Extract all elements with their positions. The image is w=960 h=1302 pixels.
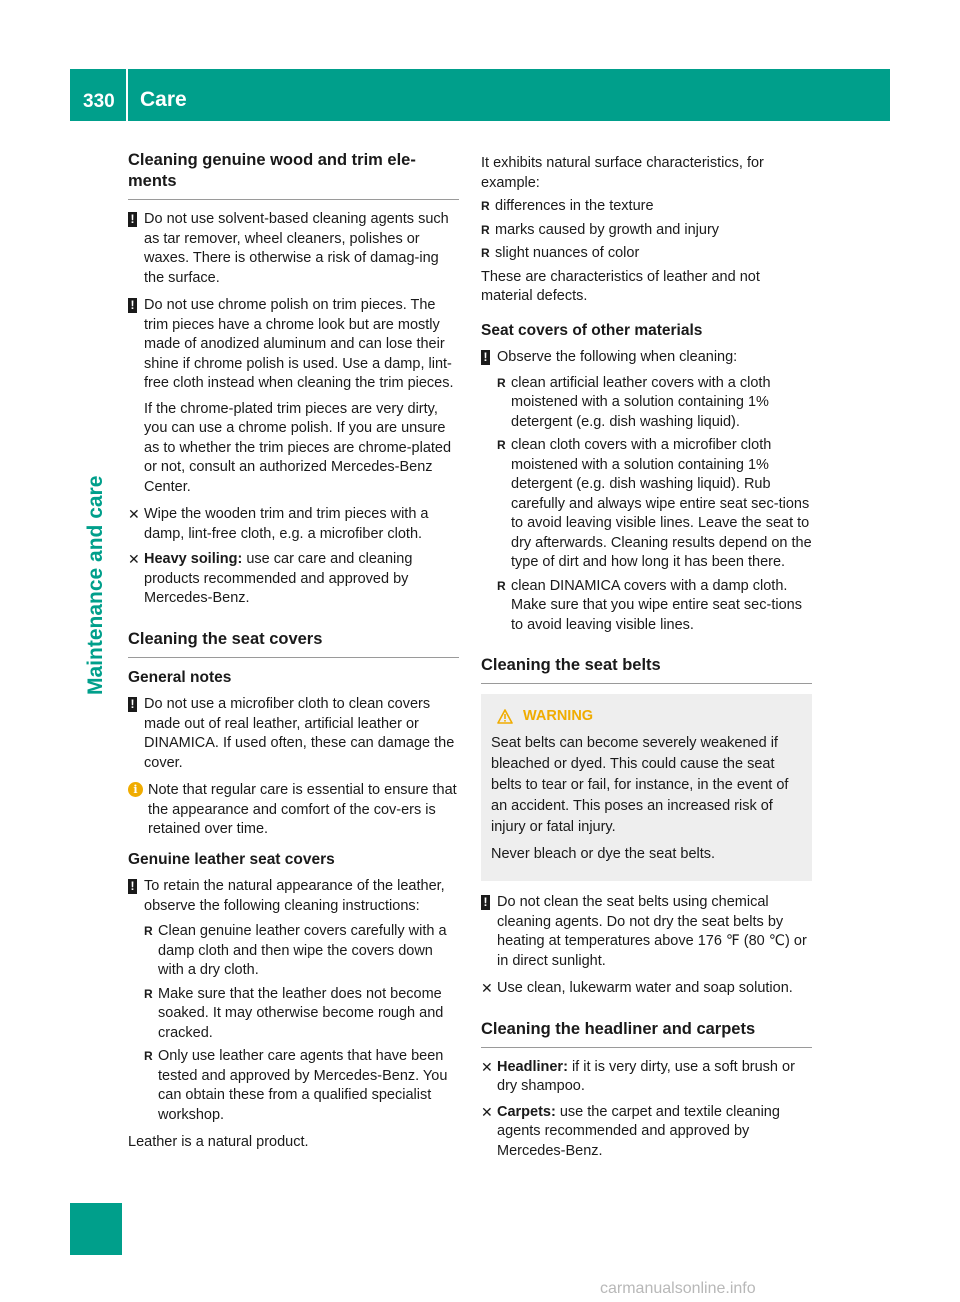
list-item: R Only use leather care agents that have been tested and approved by Mercedes-Benz. You can obtain these from a qualified specialist workshop. xyxy=(144,1048,448,1123)
step-arrow-icon: ✕ xyxy=(128,506,140,522)
list-item: R marks caused by growth and injury xyxy=(481,221,720,238)
general-notes-heading: General notes xyxy=(128,668,232,686)
list-item: R clean cloth covers with a microfiber cloth moistened with a solution containing 1% detergent (e.g. dish washing liquid). Rub carefully and always wipe entire seat sec-tions to avoid leaving visible lines. Leave the seat to dry afterwards. Cleaning results depend on the type of dirt and how long it has been there. xyxy=(497,437,812,570)
leather-natural-text: Leather is a natural product. xyxy=(128,1134,309,1150)
note-text: Do not use chrome polish on trim pieces. The trim pieces have a chrome look but are mostly made of anodized aluminum and can lose their shine if chrome polish is used. Use a damp, lint-free cloth instead when cleaning the trim pieces. xyxy=(144,297,454,391)
action-step xyxy=(128,550,459,609)
exclamation-icon: ! xyxy=(128,879,137,894)
caution-note xyxy=(128,210,459,288)
action-step xyxy=(481,1103,812,1162)
warning-triangle-icon xyxy=(497,709,513,724)
exhibits-text: It exhibits natural surface characteristics, for example: xyxy=(481,155,764,191)
seat-covers-heading: Cleaning the seat covers xyxy=(128,629,459,658)
list-item: R differences in the texture xyxy=(481,198,654,214)
action-text: if it is very dirty, use a soft brush or dry shampoo. xyxy=(497,1058,795,1094)
warning-title xyxy=(491,706,802,727)
caution-note xyxy=(481,893,812,971)
step-arrow-icon: ✕ xyxy=(128,551,140,567)
warning-text: Seat belts can become severely weakened if bleached or dyed. This could cause the seat belts to tear or fail, for instance, in the event of an accident. This poses an increased risk of injury or fatal injury. xyxy=(491,735,789,835)
action-label: Carpets: xyxy=(497,1103,556,1120)
other-materials-heading: Seat covers of other materials xyxy=(481,321,703,339)
note-text: Do not use a microfiber cloth to clean covers made out of real leather, artificial leather or DINAMICA. If used often, these can damage the cover. xyxy=(144,696,455,771)
action-text: Use clean, lukewarm water and soap solution. xyxy=(497,980,793,996)
caution-note xyxy=(128,695,459,773)
action-label: Headliner: xyxy=(497,1058,568,1075)
action-step xyxy=(481,1058,812,1097)
leather-bullet-list xyxy=(144,922,459,1125)
exhibits-bullet-list xyxy=(481,197,812,264)
page-title: Care xyxy=(140,88,187,111)
headliner-heading: Cleaning the headliner and carpets xyxy=(481,1019,812,1048)
info-note xyxy=(128,781,459,840)
footer-watermark: carmanualsonline.info xyxy=(600,1280,756,1297)
warning-box xyxy=(481,694,812,881)
action-step xyxy=(481,979,812,999)
action-label: Heavy soiling: xyxy=(144,551,243,567)
warning-title-text: WARNING xyxy=(523,708,594,724)
right-column xyxy=(481,154,812,1167)
exclamation-icon: ! xyxy=(128,212,137,227)
header-divider xyxy=(126,69,128,121)
caution-note xyxy=(481,348,812,635)
caution-note xyxy=(128,877,459,1125)
side-color-block xyxy=(70,1203,122,1255)
warning-text: Never bleach or dye the seat belts. xyxy=(491,846,716,862)
action-text: use car care and cleaning products recommended and approved by Mercedes-Benz. xyxy=(144,551,413,606)
note-text: Do not clean the seat belts using chemical cleaning agents. Do not dry the seat belts by heating at temperatures above 176 ℉ (80 ℃) or in direct sunlight. xyxy=(497,894,807,969)
leather-heading: Genuine leather seat covers xyxy=(128,850,335,868)
note-text: To retain the natural appearance of the leather, observe the following cleaning instructions: xyxy=(144,878,445,914)
step-arrow-icon: ✕ xyxy=(481,1058,493,1075)
other-bullet-list xyxy=(497,374,812,636)
seat-belts-heading: Cleaning the seat belts xyxy=(481,655,812,684)
header-bar xyxy=(70,69,890,121)
note-text: Do not use solvent-based cleaning agents such as tar remover, wheel cleaners, polishes or waxes. There is otherwise a risk of damag-ing the surface. xyxy=(144,211,449,286)
exclamation-icon: ! xyxy=(481,895,490,910)
step-arrow-icon: ✕ xyxy=(481,980,493,996)
list-item: R slight nuances of color xyxy=(481,245,640,261)
wood-heading: Cleaning genuine wood and trim ele-ments xyxy=(128,150,459,200)
left-column xyxy=(128,150,459,1153)
page-number: 330 xyxy=(83,91,115,112)
list-item: R clean artificial leather covers with a cloth moistened with a solution containing 1% detergent (e.g. dish washing liquid). xyxy=(497,374,771,430)
exclamation-icon: ! xyxy=(128,298,137,313)
exclamation-icon: ! xyxy=(481,350,490,365)
list-item: R clean DINAMICA covers with a damp cloth. Make sure that you wipe entire seat sec-tions to avoid leaving visible lines. xyxy=(497,577,802,633)
action-step xyxy=(128,505,459,544)
list-item: R Clean genuine leather covers carefully with a damp cloth and then wipe the covers down with a dry cloth. xyxy=(144,923,447,978)
side-section-label: Maintenance and care xyxy=(84,475,107,695)
characteristics-text: These are characteristics of leather and not material defects. xyxy=(481,268,760,304)
action-text: Wipe the wooden trim and trim pieces with a damp, lint-free cloth, e.g. a microfiber cloth. xyxy=(144,506,429,542)
exclamation-icon: ! xyxy=(128,697,137,712)
step-arrow-icon: ✕ xyxy=(481,1103,493,1120)
action-text: use the carpet and textile cleaning agents recommended and approved by Mercedes-Benz. xyxy=(497,1103,780,1159)
info-icon: i xyxy=(128,782,143,797)
caution-note xyxy=(128,296,459,497)
note-text: Observe the following when cleaning: xyxy=(497,349,738,365)
list-item: R Make sure that the leather does not become soaked. It may otherwise become rough and cracked. xyxy=(144,985,444,1041)
note-text: If the chrome-plated trim pieces are very dirty, you can use a chrome polish. If you are unsure as to whether the trim pieces are chrome-plated or not, consult an authorized Mercedes-Benz Center. xyxy=(144,400,452,495)
note-text: Note that regular care is essential to ensure that the appearance and comfort of the cov-ers is retained over time. xyxy=(148,782,457,837)
